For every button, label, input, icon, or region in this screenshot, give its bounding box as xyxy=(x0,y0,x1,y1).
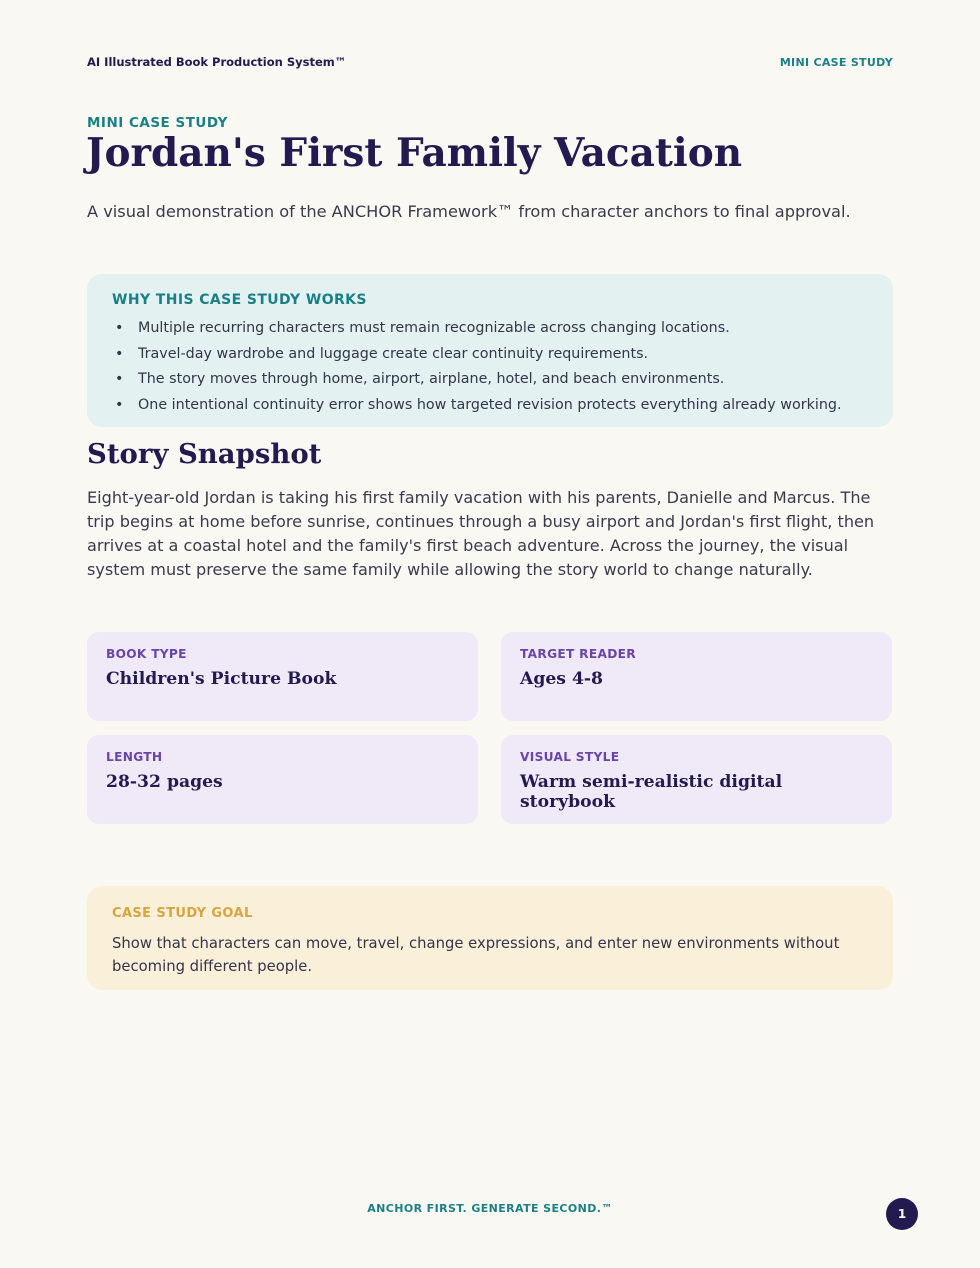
goal-title: CASE STUDY GOAL xyxy=(112,906,253,921)
case-study-goal-box xyxy=(87,886,893,990)
why-bullet-list xyxy=(112,320,868,422)
info-card-label: VISUAL STYLE xyxy=(520,750,620,764)
info-card-target-reader xyxy=(501,632,892,721)
info-card-label: TARGET READER xyxy=(520,647,636,661)
bullet-icon: • xyxy=(115,396,124,413)
info-card-label: BOOK TYPE xyxy=(106,647,187,661)
running-header-section: MINI CASE STUDY xyxy=(779,56,893,69)
info-card-value: Ages 4-8 xyxy=(520,669,604,689)
info-card-value: Warm semi-realistic digital storybook xyxy=(520,772,783,812)
why-callout-box xyxy=(87,274,893,427)
list-item xyxy=(112,346,868,372)
list-item xyxy=(112,371,868,397)
info-card-label: LENGTH xyxy=(106,750,163,764)
list-item-text: Travel-day wardrobe and luggage create clear continuity requirements. xyxy=(138,345,649,362)
story-snapshot-heading: Story Snapshot xyxy=(87,438,322,470)
list-item-text: The story moves through home, airport, airplane, hotel, and beach environments. xyxy=(138,371,725,387)
footer-tagline: ANCHOR FIRST. GENERATE SECOND.™ xyxy=(367,1202,613,1215)
list-item xyxy=(112,397,868,423)
goal-body: Show that characters can move, travel, change expressions, and enter new environments without becoming different people. xyxy=(112,935,840,975)
page-number-badge: 1 xyxy=(886,1198,918,1230)
info-card-visual-style xyxy=(501,735,892,824)
info-card-value: 28-32 pages xyxy=(106,772,223,792)
info-card-length xyxy=(87,735,478,824)
story-snapshot-body: Eight-year-old Jordan is taking his first family vacation with his parents, Danielle and Marcus. The trip begins at home before sunrise, continues through a busy airport and Jordan's first flight, then arrives at a coastal hotel and the family's first beach adventure. Across the journey, the visual system must preserve the same family while allowing the story world to change naturally. xyxy=(87,488,875,579)
list-item-text: Multiple recurring characters must remain recognizable across changing locations. xyxy=(138,320,730,336)
why-callout-title: WHY THIS CASE STUDY WORKS xyxy=(112,292,367,308)
section-eyebrow: MINI CASE STUDY xyxy=(87,115,228,131)
page-title: Jordan's First Family Vacation xyxy=(86,130,743,176)
info-card-value: Children's Picture Book xyxy=(106,669,337,689)
page-subtitle: A visual demonstration of the ANCHOR Framework™ from character anchors to final approval. xyxy=(87,202,851,221)
bullet-icon: • xyxy=(115,320,124,336)
list-item xyxy=(112,320,868,346)
bullet-icon: • xyxy=(115,371,124,387)
list-item-text: One intentional continuity error shows how targeted revision protects everything already working. xyxy=(138,396,842,413)
info-card-book-type xyxy=(87,632,478,721)
bullet-icon: • xyxy=(115,345,124,362)
running-header-title: AI Illustrated Book Production System™ xyxy=(87,55,347,69)
